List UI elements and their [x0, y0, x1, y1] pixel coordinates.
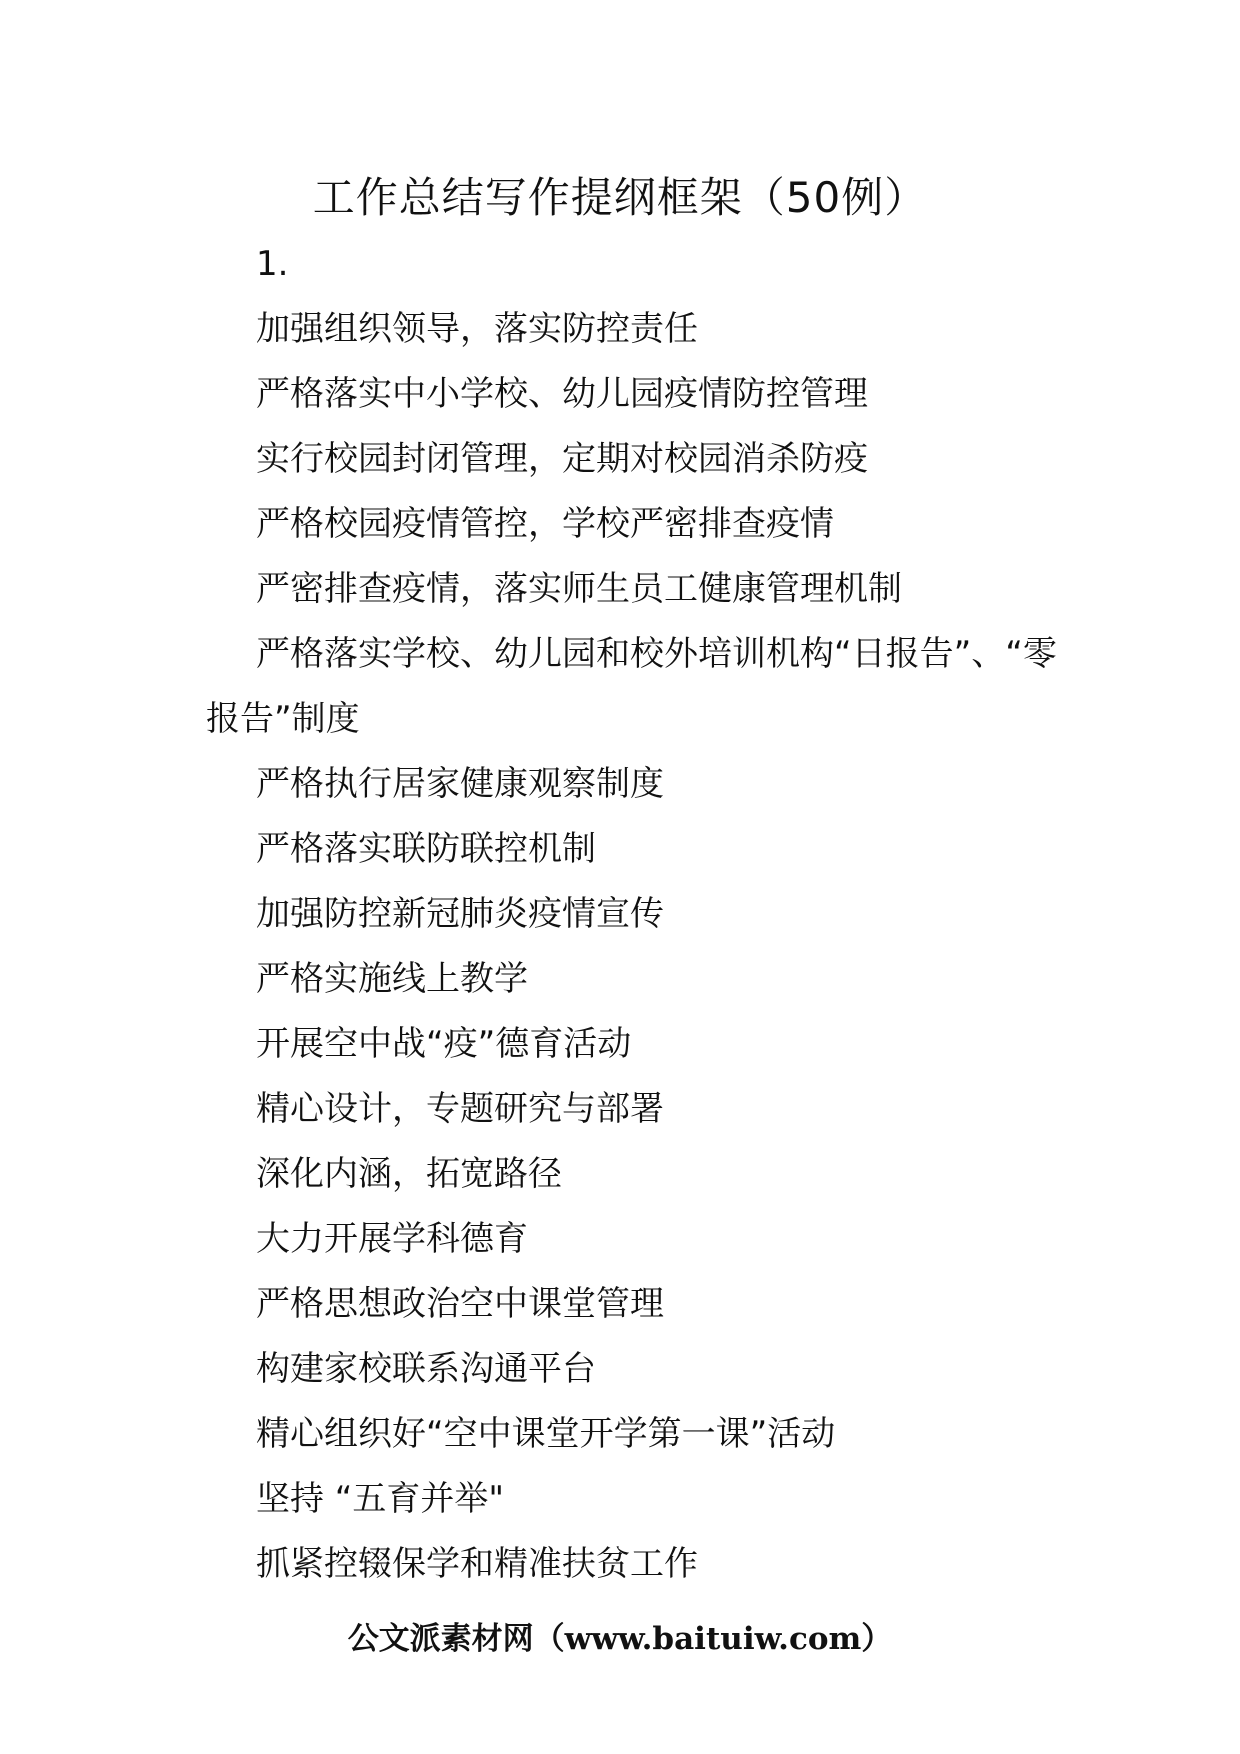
paragraph: 1. — [256, 244, 289, 284]
paragraph: 严格校园疫情管控，学校严密排查疫情 — [256, 504, 834, 544]
paragraph: 严格落实联防联控机制 — [256, 829, 596, 869]
paragraph: 开展空中战“疫”德育活动 — [256, 1024, 632, 1064]
paragraph: 精心设计，专题研究与部署 — [256, 1089, 664, 1129]
paragraph: 大力开展学科德育 — [256, 1219, 528, 1259]
paragraph: 严格落实学校、幼儿园和校外培训机构“日报告”、“零报告”制度 — [206, 634, 1057, 739]
paragraph: 坚持 “五育并举" — [256, 1479, 505, 1519]
paragraph: 实行校园封闭管理，定期对校园消杀防疫 — [256, 439, 868, 479]
paragraph: 构建家校联系沟通平台 — [256, 1349, 596, 1389]
document-body — [206, 232, 1066, 1597]
footer-source: 公文派素材网（www.baituiw.com） — [347, 1621, 893, 1657]
paragraph: 严密排查疫情，落实师生员工健康管理机制 — [256, 569, 902, 609]
paragraph: 严格思想政治空中课堂管理 — [256, 1284, 664, 1324]
document-title: 工作总结写作提纲框架（50例） — [312, 173, 928, 222]
paragraph: 深化内涵，拓宽路径 — [256, 1154, 562, 1194]
paragraph: 加强防控新冠肺炎疫情宣传 — [256, 894, 664, 934]
paragraph: 加强组织领导，落实防控责任 — [256, 309, 698, 349]
paragraph: 严格落实中小学校、幼儿园疫情防控管理 — [256, 374, 868, 414]
paragraph: 精心组织好“空中课堂开学第一课”活动 — [256, 1414, 836, 1454]
paragraph: 严格执行居家健康观察制度 — [256, 764, 664, 804]
paragraph: 严格实施线上教学 — [256, 959, 528, 999]
paragraph: 抓紧控辍保学和精准扶贫工作 — [256, 1544, 698, 1584]
